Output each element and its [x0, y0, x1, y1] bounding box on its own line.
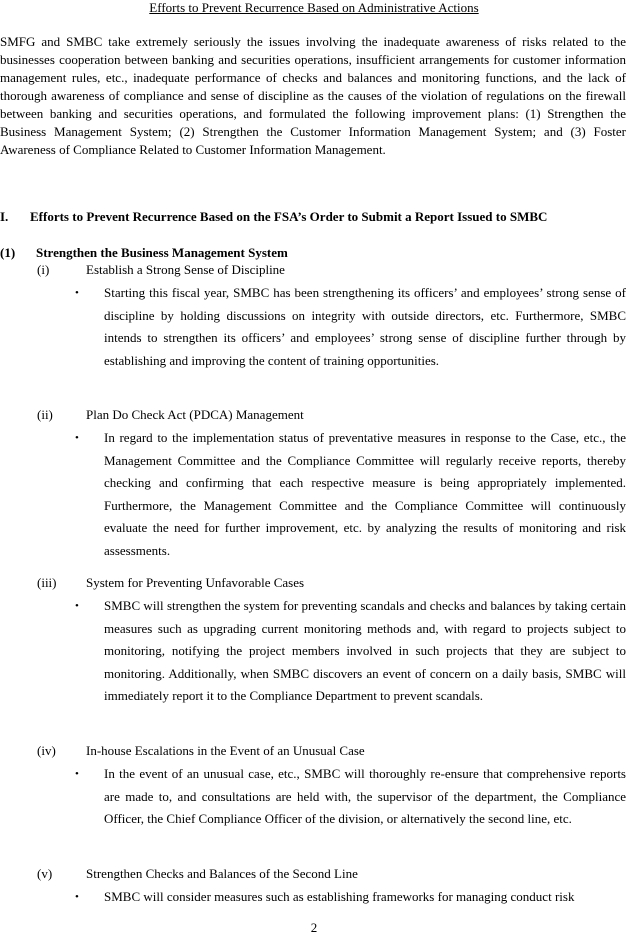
item-number: (v) — [37, 866, 53, 881]
item-title: Plan Do Check Act (PDCA) Management — [86, 407, 304, 422]
item-title: Strengthen Checks and Balances of the Second Line — [86, 866, 358, 881]
section-number: I. — [0, 209, 9, 224]
bullet-icon: • — [75, 891, 79, 903]
item-title: System for Preventing Unfavorable Cases — [86, 575, 305, 590]
subsection-title: Strengthen the Business Management System — [36, 245, 288, 260]
item-number: (iii) — [37, 575, 57, 590]
bullet-icon: • — [75, 432, 79, 444]
bullet-icon: • — [75, 287, 79, 299]
bullet-text: In the event of an unusual case, etc., SMBC will thoroughly re-ensure that comprehensive reports are made to, and consultations are held with, the supervisor of the department, the Compliance Officer, the Chief Compliance Officer of the division, or alternatively the second line, etc. — [104, 766, 626, 827]
bullet-text: SMBC will strengthen the system for preventing scandals and checks and balances by taking certain measures such as upgrading current monitoring methods and, with regard to projects subject to monitoring, notifying the project members involved in such projects that they are subject to monitoring. Additionally, when SMBC discovers an event of concern on a daily basis, SMBC will immediately report it to the Compliance Department to prevent scandals. — [104, 598, 626, 704]
intro-paragraph: SMFG and SMBC take extremely seriously the issues involving the inadequate awareness of risks related to the businesses cooperation between banking and securities operations, insufficient arrangements for customer information management rules, etc., inadequate performance of checks and balances and monitoring functions, and the lack of thorough awareness of compliance and sense of discipline as the causes of the violation of regulations on the firewall between banking and securities operations, and formulated the following improvement plans: (1) Strengthen the Business Management System; (2) Strengthen the Customer Information Management System; and (3) Foster Awareness of Compliance Related to Customer Information Management. — [0, 34, 626, 157]
section-title: Efforts to Prevent Recurrence Based on the FSA’s Order to Submit a Report Issued to SMBC — [30, 209, 548, 224]
bullet-icon: • — [75, 600, 79, 612]
item-title: Establish a Strong Sense of Discipline — [86, 262, 285, 277]
item-number: (iv) — [37, 743, 56, 758]
bullet-text: SMBC will consider measures such as establishing frameworks for managing conduct risk — [104, 889, 575, 904]
bullet-text: In regard to the implementation status of preventative measures in response to the Case, etc., the Management Committee and the Compliance Committee will regularly receive reports, thereby checking and confirming that each respective measure is being appropriately implemented. Furthermore, the Management Committee and the Compliance Committee will continuously evaluate the need for further improvement, etc. by analyzing the results of monitoring and risk assessments. — [104, 430, 626, 558]
item-number: (i) — [37, 262, 50, 277]
bullet-text: Starting this fiscal year, SMBC has been strengthening its officers’ and employees’ strong sense of discipline by holding discussions on integrity with outside directors, etc. Furthermore, SMBC intends to strengthen its officers’ and employees’ strong sense of discipline further through by establishing and improving the content of training opportunities. — [104, 285, 626, 368]
subsection-number: (1) — [0, 245, 16, 260]
item-number: (ii) — [37, 407, 53, 422]
page-number: 2 — [310, 920, 318, 935]
document-title: Efforts to Prevent Recurrence Based on Administrative Actions — [149, 0, 479, 15]
bullet-icon: • — [75, 768, 79, 780]
item-title: In-house Escalations in the Event of an Unusual Case — [86, 743, 365, 758]
